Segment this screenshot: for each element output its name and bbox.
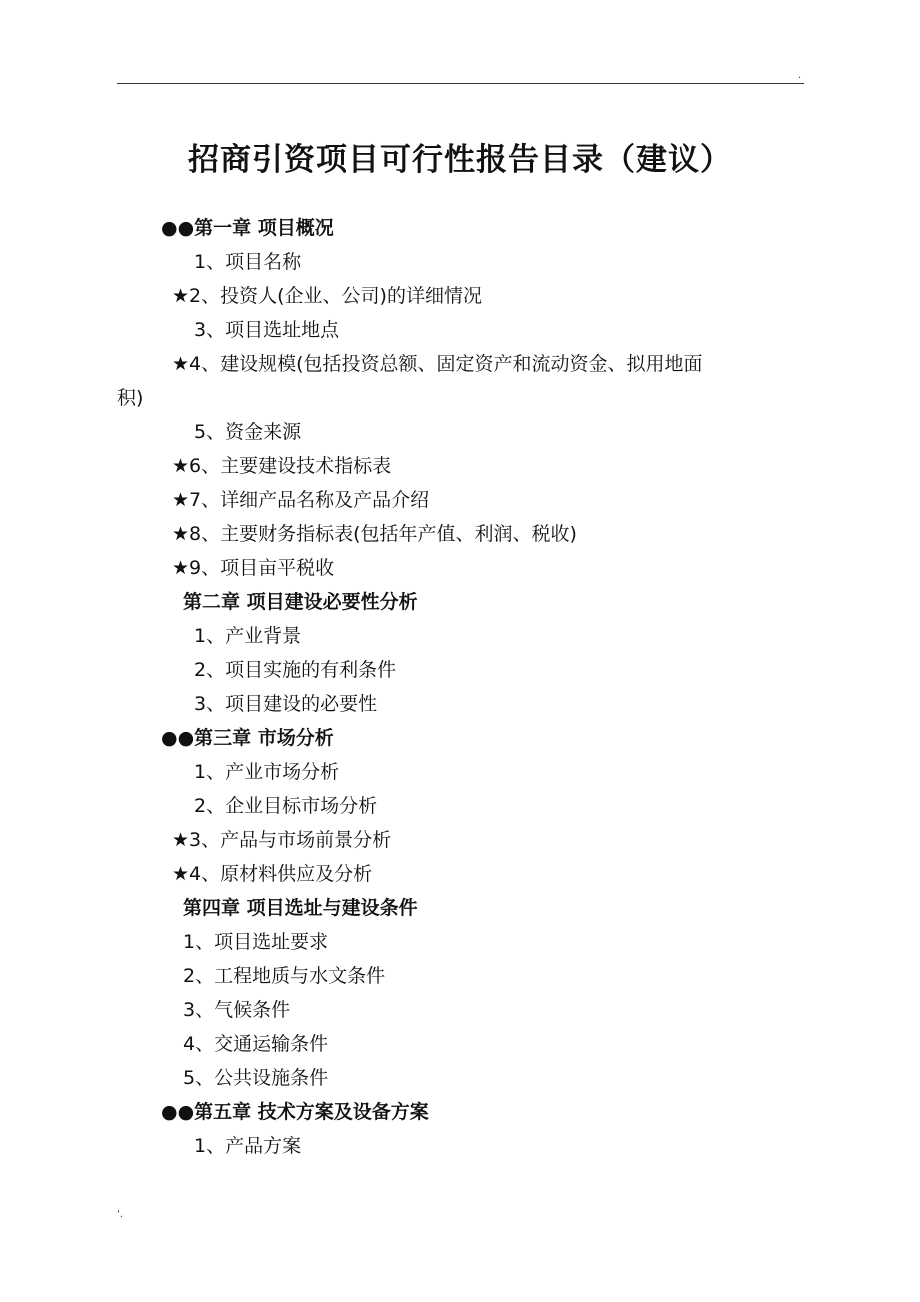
toc-item-continuation: 积) (117, 387, 144, 409)
toc-item: 3、气候条件 (183, 999, 291, 1021)
toc-item: 2、企业目标市场分析 (194, 795, 378, 817)
toc-item: 2、工程地质与水文条件 (183, 965, 386, 987)
toc-chapter-4: 第四章 项目选址与建设条件 (183, 897, 418, 919)
toc-item: 3、项目建设的必要性 (194, 693, 378, 715)
footer-mark: '. (117, 1209, 123, 1220)
toc-item: ★4、建设规模(包括投资总额、固定资产和流动资金、拟用地面 (172, 353, 703, 375)
toc-item: 1、产业市场分析 (194, 761, 340, 783)
toc-chapter-3: ●●第三章 市场分析 (161, 727, 334, 749)
toc-item: 1、产品方案 (194, 1135, 302, 1157)
header-mark: . (798, 70, 802, 81)
toc-chapter-1: ●●第一章 项目概况 (161, 217, 334, 239)
toc-item: 1、产业背景 (194, 625, 302, 647)
toc-item: 2、项目实施的有利条件 (194, 659, 397, 681)
toc-item: ★6、主要建设技术指标表 (172, 455, 392, 477)
toc-item: 1、项目名称 (194, 251, 302, 273)
toc-item: 4、交通运输条件 (183, 1033, 329, 1055)
header-rule (117, 83, 804, 84)
toc-item: ★7、详细产品名称及产品介绍 (172, 489, 430, 511)
toc-item: ★2、投资人(企业、公司)的详细情况 (172, 285, 482, 307)
toc-item: 3、项目选址地点 (194, 319, 340, 341)
toc-item: 5、公共设施条件 (183, 1067, 329, 1089)
toc-item: 5、资金来源 (194, 421, 302, 443)
toc-item: ★8、主要财务指标表(包括年产值、利润、税收) (172, 523, 577, 545)
toc-item: ★3、产品与市场前景分析 (172, 829, 392, 851)
toc-item: ★4、原材料供应及分析 (172, 863, 373, 885)
toc-chapter-5: ●●第五章 技术方案及设备方案 (161, 1101, 429, 1123)
document-title: 招商引资项目可行性报告目录（建议） (188, 142, 732, 178)
toc-item: ★9、项目亩平税收 (172, 557, 335, 579)
toc-chapter-2: 第二章 项目建设必要性分析 (183, 591, 418, 613)
toc-item: 1、项目选址要求 (183, 931, 329, 953)
